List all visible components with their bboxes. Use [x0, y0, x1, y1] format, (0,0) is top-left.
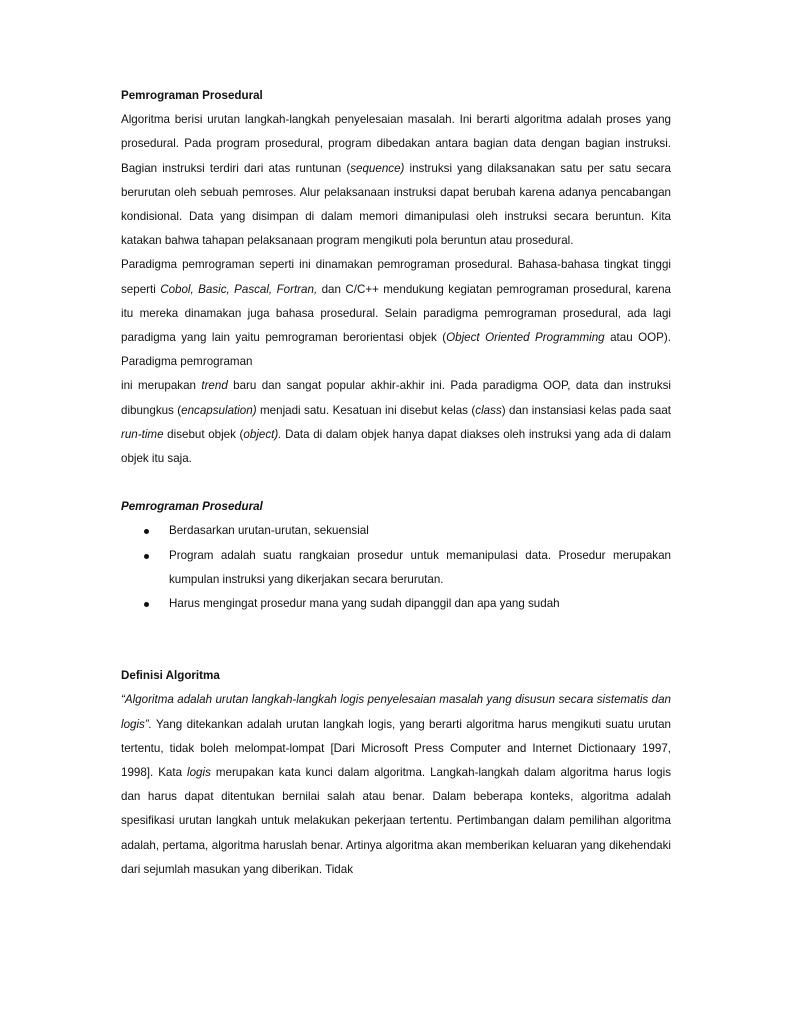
italic-run: logis: [187, 766, 211, 780]
italic-run: class: [475, 403, 502, 417]
section-heading: Pemrograman Prosedural: [121, 89, 263, 102]
text-run: instruksi yang dilaksanakan satu per satu secara berurutan oleh sebuah pemroses. Alur pelaksanaan instruksi dapat berubah karena adanya pencabangan kondisional. Data yang disimpan di dalam memori dimanipulasi oleh instruksi secara beruntun. Kita katakan bahwa tahapan pelaksanaan program mengikuti pola beruntun atau prosedural.: [121, 161, 671, 248]
bullet-icon: [144, 529, 149, 534]
text-run: merupakan kata kunci dalam algoritma. Langkah-langkah dalam algoritma harus logis dan harus dapat ditentukan bernilai salah atau benar. Dalam beberapa konteks, algoritma adalah spesifikasi urutan langkah untuk melakukan pekerjaan tertentu. Pertimbangan dalam pemilihan algoritma adalah, pertama, algoritma haruslah benar. Artinya algoritma akan memberikan keluaran yang dikehendaki dari sejumlah masukan yang diberikan. Tidak: [121, 766, 671, 876]
text-run: disebut objek (: [163, 427, 244, 441]
paragraph: [121, 688, 671, 882]
paragraph: [121, 108, 671, 253]
text-run: Data di dalam objek hanya dapat diakses oleh instruksi yang ada di dalam objek itu saja.: [121, 427, 671, 466]
text-run: menjadi satu. Kesatuan ini disebut kelas (: [256, 403, 476, 417]
list-item: [121, 519, 671, 543]
list-item: [121, 544, 671, 592]
list-item-text: Harus mengingat prosedur mana yang sudah dipanggil dan apa yang sudah: [169, 597, 560, 611]
italic-run: object).: [243, 427, 282, 441]
text-run: baru dan sangat popular akhir-akhir ini. Pada paradigma OOP, data dan instruksi dibungkus (: [121, 379, 671, 417]
paragraph: [121, 374, 671, 471]
italic-run: run-time: [121, 427, 164, 441]
text-run: dan C/C++ mendukung kegiatan pemrograman prosedural, karena itu mereka dinamakan juga bahasa prosedural. Selain paradigma pemrograman prosedural, ada lagi paradigma yang lain yaitu pemrograman berorientasi objek (: [121, 282, 671, 345]
list-item: [121, 592, 671, 616]
italic-run: Object Oriented Programming: [446, 331, 605, 345]
text-run: Algoritma berisi urutan langkah-langkah penyelesaian masalah. Ini berarti algoritma adalah proses yang prosedural. Pada program prosedural, program dibedakan antara bagian data dengan bagian instruksi. Bagian instruksi terdiri dari atas runtunan (: [121, 113, 671, 175]
paragraph: [121, 253, 671, 374]
section-heading: Pemrograman Prosedural: [121, 500, 263, 514]
bullet-icon: [144, 602, 149, 607]
italic-run: encapsulation): [181, 403, 257, 417]
list-item-text: Program adalah suatu rangkaian prosedur untuk memanipulasi data. Prosedur merupakan kumpulan instruksi yang dikerjakan secara berurutan.: [169, 548, 671, 586]
text-run: atau OOP). Paradigma pemrograman: [121, 331, 671, 369]
italic-run: Cobol, Basic, Pascal, Fortran,: [160, 282, 318, 296]
italic-run: trend: [201, 379, 228, 393]
text-run: ini merupakan: [121, 379, 202, 393]
document-body: [121, 84, 671, 882]
list-item-text: Berdasarkan urutan-urutan, sekuensial: [169, 524, 369, 538]
text-run: Paradigma pemrograman seperti ini dinamakan pemrograman prosedural. Bahasa-bahasa tingkat tinggi seperti: [121, 258, 671, 296]
italic-run: sequence): [350, 161, 405, 175]
text-run: Yang ditekankan adalah urutan langkah logis, yang berarti algoritma harus mengikuti suatu urutan tertentu, tidak boleh melompat-lompat [Dari Microsoft Press Computer and Internet Dictionaary 1997, 1998]. Kata: [121, 717, 671, 780]
section-heading: Definisi Algoritma: [121, 669, 220, 683]
text-run: ) dan instansiasi kelas pada saat: [501, 403, 671, 417]
italic-run: “Algoritma adalah urutan langkah-langkah logis penyelesaian masalah yang disusun secara sistematis dan logis”.: [121, 693, 671, 731]
bullet-list: [121, 519, 671, 616]
bullet-icon: [144, 554, 149, 559]
